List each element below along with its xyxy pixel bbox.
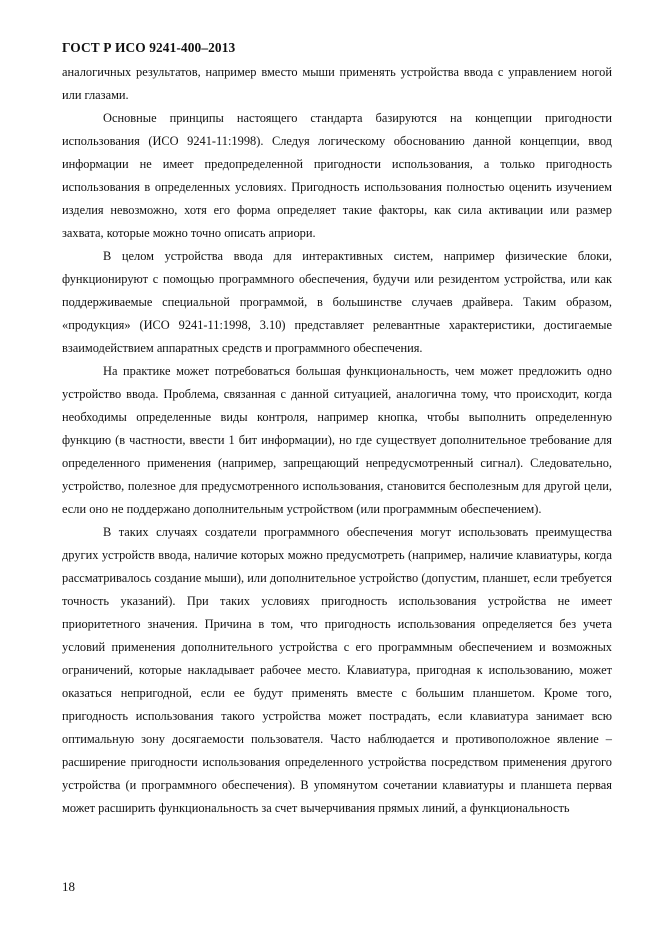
paragraph: В целом устройства ввода для интерактивных систем, например физические блоки, функционируют с помощью программного обеспечения, будучи или резидентом устройства, или как поддерживаемые специальной программой, в большинстве случаев драйвера. Таким образом, «продукция» (ИСО 9241-11:1998, 3.10) представляет релевантные характеристики, достигаемые взаимодействием аппаратных средств и программного обеспечения.: [62, 249, 612, 355]
body-text: [62, 61, 612, 820]
page-number: 18: [62, 879, 75, 894]
paragraph: На практике может потребоваться большая функциональность, чем может предложить одно устройство ввода. Проблема, связанная с данной ситуацией, аналогична тому, что происходит, когда необходимы определенные виды контроля, например кнопка, чтобы выполнить определенную функцию (в частности, ввести 1 бит информации), но где существует дополнительное требование для определенного применения (например, запрещающий непредусмотренный сигнал). Следовательно, устройство, полезное для предусмотренного использования, становится бесполезным для другой цели, если оно не поддержано дополнительным устройством (или программным обеспечением).: [62, 364, 612, 516]
paragraph-continuation: аналогичных результатов, например вместо мыши применять устройства ввода с управлением ногой или глазами.: [62, 65, 612, 102]
paragraph: Основные принципы настоящего стандарта базируются на концепции пригодности использования (ИСО 9241-11:1998). Следуя логическому обоснованию данной концепции, ввод информации не имеет предопределенной пригодности использования, а только пригодность использования в определенных условиях. Пригодность использования полностью оценить изучением изделия невозможно, хотя его форма определяет такие факторы, как сила активации или размер захвата, которые можно точно описать априори.: [62, 111, 612, 240]
paragraph: В таких случаях создатели программного обеспечения могут использовать преимущества других устройств ввода, наличие которых можно предусмотреть (например, наличие клавиатуры, когда рассматривалось создание мыши), или дополнительное устройство (допустим, планшет, если требуется точность указаний). При таких условиях пригодность использования устройства не имеет приоритетного значения. Причина в том, что пригодность использования определяется без учета условий применения дополнительного устройства с его программным обеспечением и возможных ограничений, которые накладывает рабочее место. Клавиатура, пригодная к использованию, может оказаться непригодной, если ее будут применять вместе с большим планшетом. Кроме того, пригодность использования такого устройства может пострадать, если клавиатура занимает всю оптимальную зону досягаемости пользователя. Часто наблюдается и противоположное явление – расширение пригодности использования определенного устройства посредством применения другого устройства (и программного обеспечения). В упомянутом сочетании клавиатуры и планшета первая может расширить функциональность за счет вычерчивания прямых линий, а функциональность: [62, 525, 612, 815]
document-header: ГОСТ Р ИСО 9241-400–2013: [62, 40, 236, 55]
